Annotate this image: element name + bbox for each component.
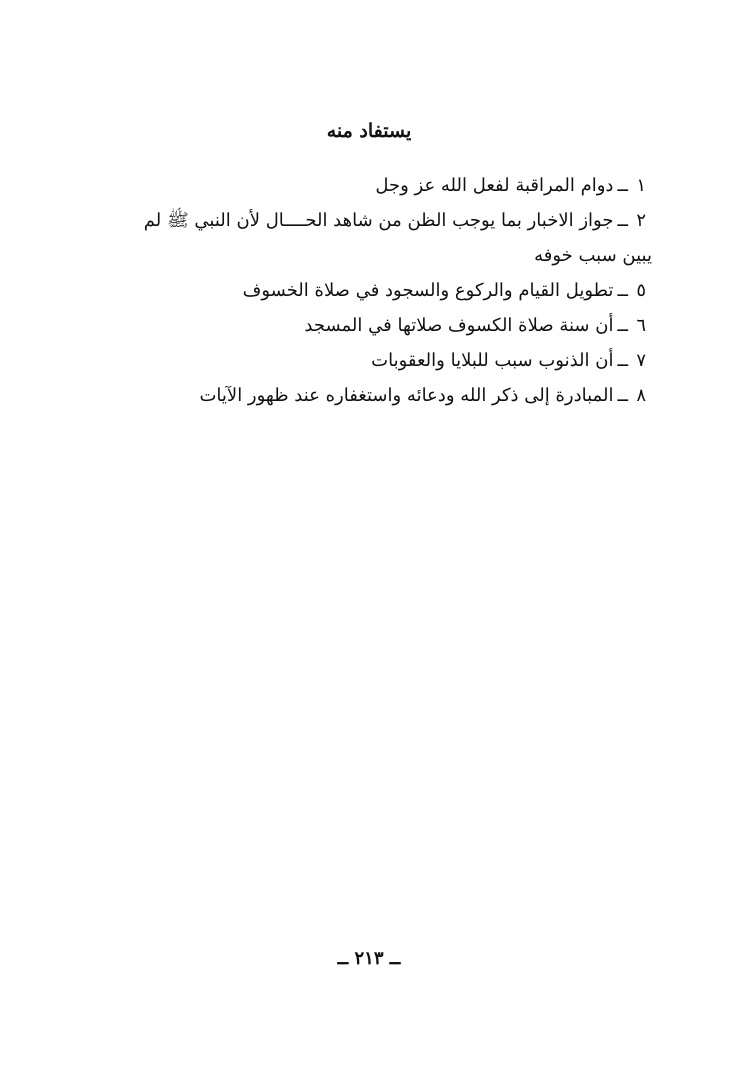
list-item bbox=[86, 168, 646, 203]
list-item bbox=[86, 308, 646, 343]
item-dash: ــ bbox=[617, 210, 628, 231]
section-heading: يستفاد منه bbox=[326, 120, 412, 142]
item-dash: ــ bbox=[617, 350, 628, 371]
benefits-list bbox=[86, 168, 652, 413]
item-number: ١ bbox=[636, 175, 646, 196]
item-number: ٦ bbox=[636, 315, 646, 336]
item-dash: ــ bbox=[617, 315, 628, 336]
item-dash: ــ bbox=[617, 385, 628, 406]
item-number: ٥ bbox=[636, 280, 646, 301]
item-text: تطويل القيام والركوع والسجود في صلاة الخسوف bbox=[242, 280, 614, 301]
item-dash: ــ bbox=[617, 175, 628, 196]
list-item bbox=[86, 273, 646, 308]
list-item bbox=[86, 378, 646, 413]
item-number: ٨ bbox=[636, 385, 646, 406]
page-number: ــ ٢١٣ ــ bbox=[337, 948, 401, 969]
item-number: ٧ bbox=[636, 350, 646, 371]
item-dash: ــ bbox=[617, 280, 628, 301]
item-text: جواز الاخبار بما يوجب الظن من شاهد الحــــال لأن النبي ﷺ لم bbox=[143, 210, 614, 231]
list-item-continuation bbox=[86, 238, 652, 273]
item-text: دوام المراقبة لفعل الله عز وجل bbox=[375, 175, 614, 196]
item-number: ٢ bbox=[636, 210, 646, 231]
item-text: يبين سبب خوفه bbox=[534, 245, 652, 266]
list-item bbox=[86, 203, 646, 238]
item-text: أن سنة صلاة الكسوف صلاتها في المسجد bbox=[304, 315, 614, 336]
item-text: أن الذنوب سبب للبلايا والعقوبات bbox=[371, 350, 614, 371]
item-text: المبادرة إلى ذكر الله ودعائه واستغفاره عند ظهور الآيات bbox=[199, 385, 614, 406]
list-item bbox=[86, 343, 646, 378]
